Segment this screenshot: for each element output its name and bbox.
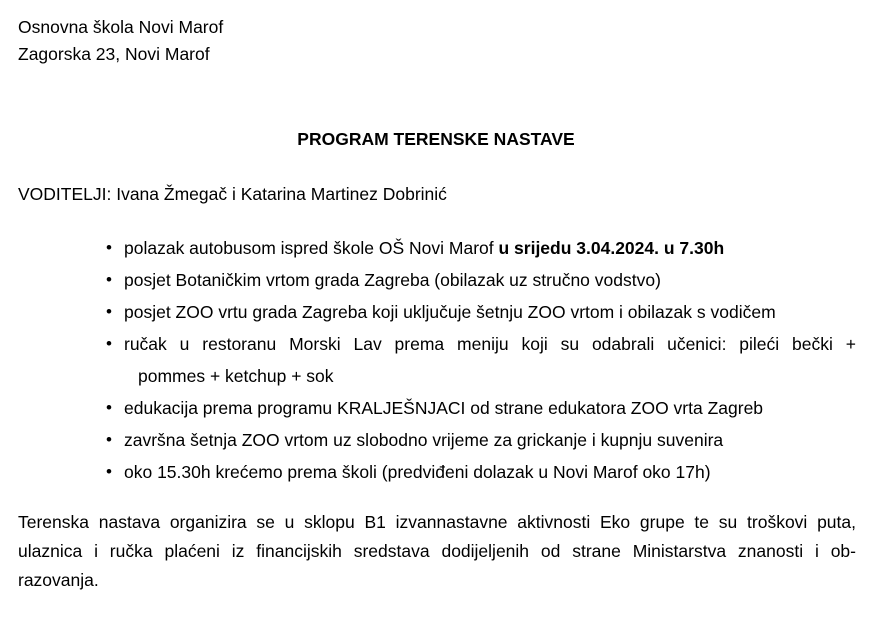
bullet-icon: • — [106, 238, 112, 257]
list-item — [106, 328, 856, 392]
bullet-icon: • — [106, 270, 112, 289]
list-item — [106, 456, 856, 488]
program-list — [106, 232, 856, 488]
closing-line-3: razovanja. — [18, 570, 99, 590]
closing-line-2: ulaznica i ručka plaćeni iz financijskih sredstava dodijeljenih od strane Ministarstva znanosti i ob- — [18, 541, 856, 561]
bullet-icon: • — [106, 430, 112, 449]
item-text: edukacija prema programu KRALJEŠNJACI od strane edukatora ZOO vrta Zagreb — [124, 398, 764, 418]
bullet-icon: • — [106, 302, 112, 321]
item-text-line2: pommes + ketchup + sok — [138, 366, 334, 386]
document-title: PROGRAM TERENSKE NASTAVE — [297, 129, 575, 149]
item-text: polazak autobusom ispred škole OŠ Novi Marof — [124, 238, 499, 258]
school-header — [18, 14, 223, 68]
bullet-icon: • — [106, 398, 112, 417]
leaders-line: VODITELJI: Ivana Žmegač i Katarina Martinez Dobrinić — [18, 184, 447, 204]
bullet-icon: • — [106, 334, 112, 353]
item-date-bold: u srijedu 3.04.2024. u 7.30h — [498, 238, 725, 258]
list-item — [106, 296, 856, 328]
list-item — [106, 264, 856, 296]
closing-line-1: Terenska nastava organizira se u sklopu B1 izvannastavne aktivnosti Eko grupe te su troškovi puta, — [18, 512, 856, 532]
item-text-line1: ručak u restoranu Morski Lav prema meniju koji su odabrali učenici: pileći bečki + — [124, 334, 856, 354]
list-item — [106, 392, 856, 424]
item-text: završna šetnja ZOO vrtom uz slobodno vrijeme za grickanje i kupnju suvenira — [124, 430, 724, 450]
closing-paragraph — [18, 508, 856, 595]
list-item — [106, 424, 856, 456]
item-text: posjet ZOO vrtu grada Zagreba koji uključuje šetnju ZOO vrtom i obilazak s vodičem — [124, 302, 776, 322]
school-address: Zagorska 23, Novi Marof — [18, 44, 210, 64]
item-text: posjet Botaničkim vrtom grada Zagreba (obilazak uz stručno vodstvo) — [124, 270, 661, 290]
bullet-icon: • — [106, 462, 112, 481]
list-item — [106, 232, 856, 264]
item-text: oko 15.30h krećemo prema školi (predviđeni dolazak u Novi Marof oko 17h) — [124, 462, 711, 482]
school-name: Osnovna škola Novi Marof — [18, 17, 224, 37]
